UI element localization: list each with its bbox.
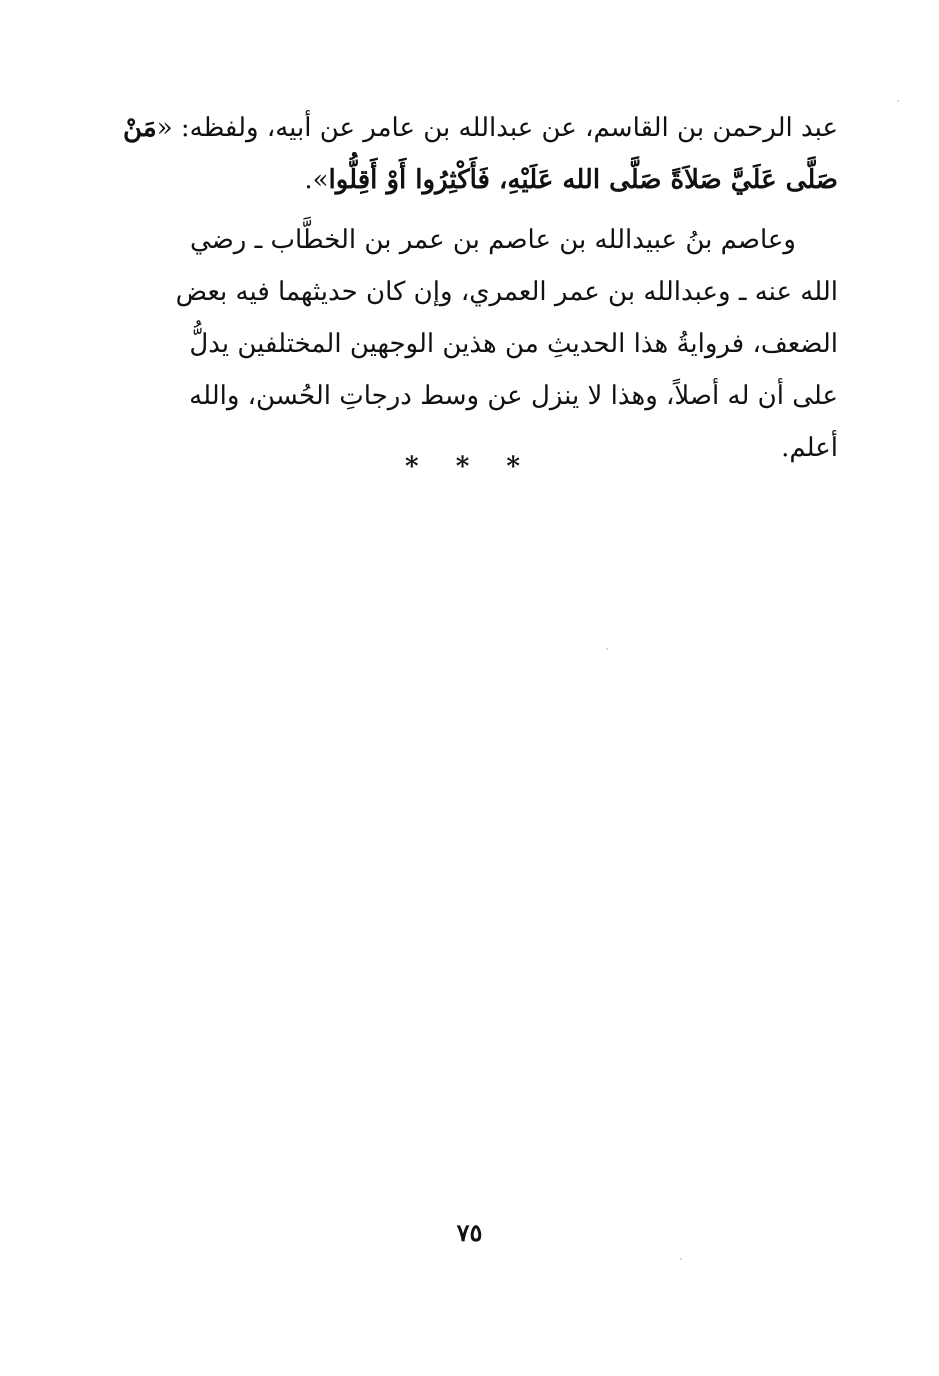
text-line	[123, 102, 838, 154]
text-run: عبد الرحمن بن القاسم، عن عبدالله بن عامر عن أبيه، ولفظه: «	[156, 113, 838, 143]
text-line: أعلم.	[781, 433, 838, 463]
paragraph-hadith-narration	[123, 102, 838, 206]
text-line	[130, 154, 838, 206]
paragraph-commentary	[130, 214, 838, 474]
text-line: الله عنه ـ وعبدالله بن عمر العمري، وإن كان حديثهما فيه بعض	[175, 277, 838, 307]
text-line: الضعف، فروايةُ هذا الحديثِ من هذين الوجهين المختلفين يدلُّ	[189, 329, 838, 359]
text-line: وعاصم بنُ عبيدالله بن عاصم بن عمر بن الخطَّاب ـ رضي	[190, 225, 796, 255]
text-line: على أن له أصلاً، وهذا لا ينزل عن وسط درجاتِ الحُسن، والله	[189, 381, 838, 411]
scan-speck	[606, 648, 608, 650]
hadith-text-bold: صَلَّى عَلَيَّ صَلاَةً صَلَّى الله عَلَيْهِ، فَأَكْثِرُوا أَوْ أَقِلُّوا	[328, 165, 838, 195]
scan-speck	[680, 1258, 682, 1260]
section-separator-asterisks: * * *	[405, 452, 534, 482]
text-run: ».	[304, 165, 329, 195]
page-number: ٧٥	[456, 1218, 483, 1247]
hadith-text-bold: مَنْ	[123, 113, 157, 143]
scan-speck	[897, 100, 899, 102]
